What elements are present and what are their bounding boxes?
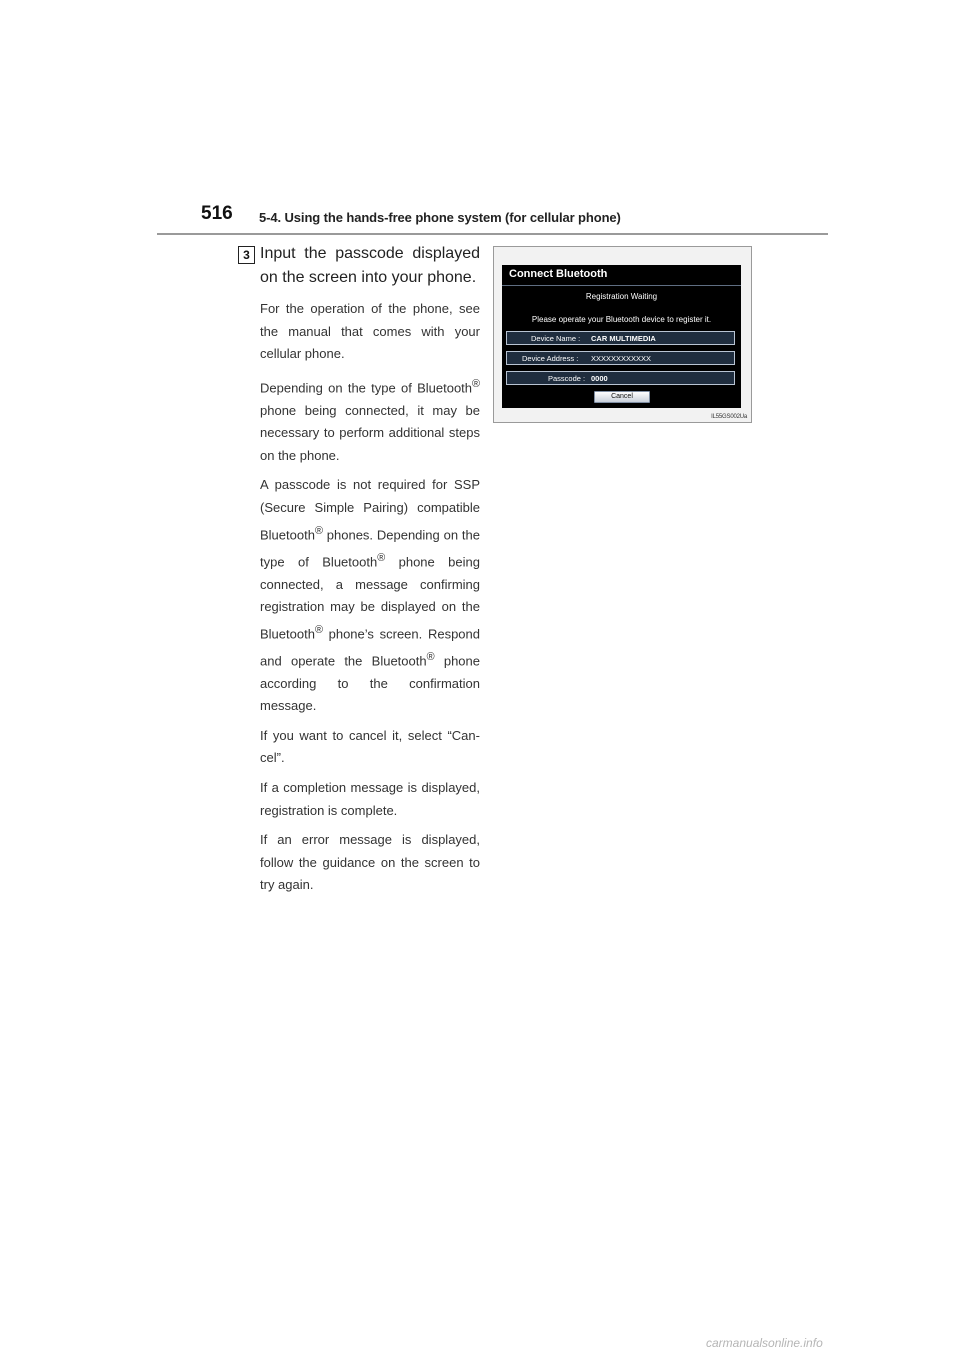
paragraph-additional-steps: Depending on the type of Bluetooth® phone being connected, it may be necessary to perform additional steps on the phone.: [260, 377, 480, 463]
registered-mark: ®: [314, 623, 323, 636]
device-name-label: Device Name :: [531, 334, 581, 343]
device-address-field: [506, 351, 735, 365]
screen-title: Connect Bluetooth: [509, 268, 608, 280]
step-instruction: Input the passcode displayed on the screen into your phone.: [260, 245, 480, 286]
passcode-field: [506, 371, 735, 385]
paragraph-completion: If a completion message is displayed, registration is complete.: [260, 779, 480, 818]
registered-mark: ®: [377, 551, 386, 564]
registered-mark: ®: [426, 650, 435, 663]
header-divider: [157, 233, 828, 235]
step-number-badge: 3: [238, 246, 255, 264]
title-underline: [502, 285, 741, 286]
device-address-label: Device Address :: [522, 354, 579, 363]
bluetooth-screen-illustration: [493, 246, 752, 423]
passcode-label: Passcode :: [548, 374, 586, 383]
paragraph-phone-manual: For the operation of the phone, see the manual that comes with your cellular phone.: [260, 301, 480, 362]
cancel-button[interactable]: Cancel: [594, 391, 650, 403]
body-text-column: [260, 298, 480, 904]
device-name-field: [506, 331, 735, 345]
registration-status: Registration Waiting: [585, 292, 658, 301]
registration-instruction: Please operate your Bluetooth device to register it.: [531, 315, 712, 324]
paragraph-cancel: If you want to cancel it, select “Cancel”.: [260, 727, 480, 766]
image-code: IL55GS002Ua: [711, 414, 747, 420]
registered-mark: ®: [314, 524, 323, 537]
page-number: 516: [201, 203, 233, 224]
registered-mark: ®: [472, 377, 480, 390]
passcode-value: 0000: [591, 374, 608, 383]
device-address-value: XXXXXXXXXXXX: [591, 354, 652, 363]
section-title: 5-4. Using the hands-free phone system (for cellular phone): [259, 210, 621, 225]
paragraph-error: If an error message is displayed, follow the guidance on the screen to try again.: [260, 832, 480, 893]
paragraph-ssp: A passcode is not required for SSP (Secure Simple Pairing) compatible Bluetooth® phones. Depending on the type of Bluetooth® phone being connected, a message confirming registration may be displayed on the Bluetooth® phone’s screen. Respond and operate the Bluetooth® phone according to the confirmation message.: [260, 477, 480, 714]
device-name-value: CAR MULTIMEDIA: [591, 334, 656, 343]
display-panel: [502, 265, 741, 408]
watermark: carmanualsonline.info: [706, 1336, 823, 1350]
